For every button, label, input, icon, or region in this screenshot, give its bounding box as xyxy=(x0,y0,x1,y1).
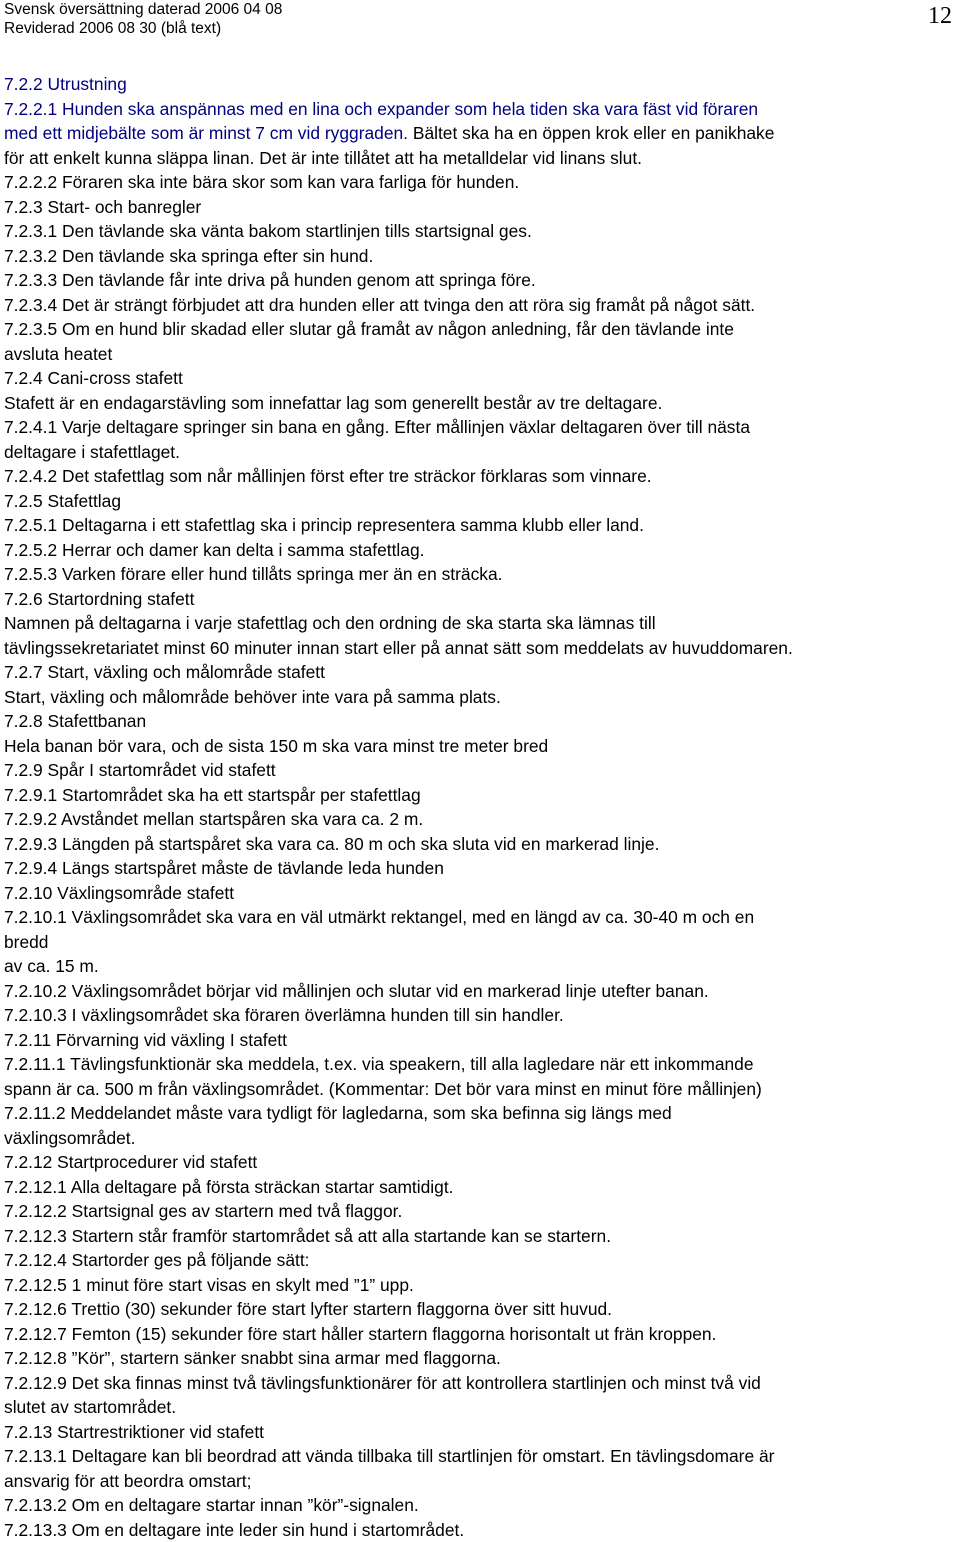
text-line xyxy=(4,734,959,759)
text-segment: 7.2.12.6 Trettio (30) sekunder före start lyfter startern flaggorna över sitt huvud. xyxy=(4,1299,612,1319)
text-line xyxy=(4,366,959,391)
text-segment: 7.2.7 Start, växling och målområde stafett xyxy=(4,662,325,682)
text-line xyxy=(4,881,959,906)
text-segment: 7.2.10.3 I växlingsområdet ska föraren överlämna hunden till sin handler. xyxy=(4,1005,564,1025)
text-line xyxy=(4,97,959,122)
text-line xyxy=(4,1248,959,1273)
text-segment: ansvarig för att beordra omstart; xyxy=(4,1471,251,1491)
text-segment: 7.2.11.1 Tävlingsfunktionär ska meddela, t.ex. via speakern, till alla lagledare när ett inkommande xyxy=(4,1054,754,1074)
text-line xyxy=(4,979,959,1004)
text-line xyxy=(4,219,959,244)
text-segment: 7.2.12 Startprocedurer vid stafett xyxy=(4,1152,257,1172)
text-line xyxy=(4,342,959,367)
text-segment: 7.2.13.1 Deltagare kan bli beordrad att vända tillbaka till startlinjen för omstart. En tävlingsdomare är xyxy=(4,1446,774,1466)
document-body xyxy=(4,72,959,1542)
text-line xyxy=(4,856,959,881)
text-segment: 7.2.12.5 1 minut före start visas en skylt med ”1” upp. xyxy=(4,1275,414,1295)
text-segment: 7.2.3.4 Det är strängt förbjudet att dra hunden eller att tvinga den att röra sig framåt på något sätt. xyxy=(4,295,755,315)
text-line xyxy=(4,1003,959,1028)
text-segment: växlingsområdet. xyxy=(4,1128,135,1148)
text-line xyxy=(4,660,959,685)
text-line xyxy=(4,905,959,930)
text-segment: tävlingssekretariatet minst 60 minuter innan start eller på annat sätt som meddelats av huvuddomaren. xyxy=(4,638,793,658)
text-line xyxy=(4,611,959,636)
text-segment: 7.2.10 Växlingsområde stafett xyxy=(4,883,234,903)
text-segment: Namnen på deltagarna i varje stafettlag och den ordning de ska starta ska lämnas till xyxy=(4,613,656,633)
text-segment: 7.2.5.2 Herrar och damer kan delta i samma stafettlag. xyxy=(4,540,424,560)
text-line xyxy=(4,268,959,293)
text-segment: 7.2.11 Förvarning vid växling I stafett xyxy=(4,1030,287,1050)
text-segment: 7.2.10.2 Växlingsområdet börjar vid mållinjen och slutar vid en markerad linje utefter banan. xyxy=(4,981,709,1001)
text-line xyxy=(4,1493,959,1518)
text-segment: 7.2.4.1 Varje deltagare springer sin bana en gång. Efter mållinjen växlar deltagaren över till nästa xyxy=(4,417,750,437)
text-line xyxy=(4,954,959,979)
text-line xyxy=(4,807,959,832)
text-line xyxy=(4,1346,959,1371)
text-line xyxy=(4,758,959,783)
text-line xyxy=(4,72,959,97)
text-line xyxy=(4,1052,959,1077)
text-line xyxy=(4,1126,959,1151)
text-line xyxy=(4,930,959,955)
text-line xyxy=(4,415,959,440)
text-segment: 7.2.4.2 Det stafettlag som når mållinjen först efter tre sträckor förklaras som vinnare. xyxy=(4,466,652,486)
text-segment: 7.2.3 Start- och banregler xyxy=(4,197,201,217)
text-line xyxy=(4,1469,959,1494)
text-line xyxy=(4,146,959,171)
text-segment: Bältet ska ha en öppen krok eller en panikhake xyxy=(413,123,775,143)
text-line xyxy=(4,489,959,514)
text-segment: 7.2.5.3 Varken förare eller hund tillåts springa mer än en sträcka. xyxy=(4,564,502,584)
text-line xyxy=(4,587,959,612)
text-line xyxy=(4,1444,959,1469)
text-segment: 7.2.3.2 Den tävlande ska springa efter sin hund. xyxy=(4,246,373,266)
text-segment: 7.2.13 Startrestriktioner vid stafett xyxy=(4,1422,264,1442)
text-segment: 7.2.5 Stafettlag xyxy=(4,491,121,511)
text-line xyxy=(4,391,959,416)
text-segment: 7.2.11.2 Meddelandet måste vara tydligt för lagledarna, som ska befinna sig längs med xyxy=(4,1103,672,1123)
text-segment: 7.2.12.2 Startsignal ges av startern med två flaggor. xyxy=(4,1201,402,1221)
text-segment: 7.2.10.1 Växlingsområdet ska vara en väl utmärkt rektangel, med en längd av ca. 30-40 m och en xyxy=(4,907,754,927)
text-line xyxy=(4,1077,959,1102)
text-segment: 7.2.2.2 Föraren ska inte bära skor som kan vara farliga för hunden. xyxy=(4,172,519,192)
text-line xyxy=(4,195,959,220)
text-segment: avsluta heatet xyxy=(4,344,112,364)
text-segment: 7.2.3.5 Om en hund blir skadad eller slutar gå framåt av någon anledning, får den tävlande inte xyxy=(4,319,734,339)
revised-text-segment: 7.2.2.1 Hunden ska anspännas med en lina och expander som hela tiden ska vara fäst vid föraren xyxy=(4,99,758,119)
text-segment: 7.2.12.1 Alla deltagare på första sträckan startar samtidigt. xyxy=(4,1177,454,1197)
text-segment: 7.2.12.3 Startern står framför startområdet så att alla startande kan se startern. xyxy=(4,1226,611,1246)
text-line xyxy=(4,562,959,587)
text-line xyxy=(4,832,959,857)
text-segment: bredd xyxy=(4,932,48,952)
text-segment: Start, växling och målområde behöver inte vara på samma plats. xyxy=(4,687,501,707)
header-translation-date: Svensk översättning daterad 2006 04 08 xyxy=(4,0,282,19)
text-segment: 7.2.5.1 Deltagarna i ett stafettlag ska i princip representera samma klubb eller land. xyxy=(4,515,644,535)
page-number: 12 xyxy=(928,2,952,30)
text-line xyxy=(4,1175,959,1200)
text-line xyxy=(4,121,959,146)
header-revision-date: Reviderad 2006 08 30 (blå text) xyxy=(4,19,282,38)
text-line xyxy=(4,1371,959,1396)
text-line xyxy=(4,636,959,661)
text-segment: 7.2.12.8 ”Kör”, startern sänker snabbt sina armar med flaggorna. xyxy=(4,1348,501,1368)
text-line xyxy=(4,1297,959,1322)
page-header xyxy=(4,0,282,38)
text-line xyxy=(4,1420,959,1445)
revised-text-segment: med ett midjebälte som är minst 7 cm vid ryggraden. xyxy=(4,123,413,143)
text-line xyxy=(4,440,959,465)
text-line xyxy=(4,513,959,538)
text-segment: 7.2.9.1 Startområdet ska ha ett startspår per stafettlag xyxy=(4,785,421,805)
text-segment: 7.2.9 Spår I startområdet vid stafett xyxy=(4,760,276,780)
text-segment: 7.2.12.4 Startorder ges på följande sätt: xyxy=(4,1250,310,1270)
text-line xyxy=(4,1028,959,1053)
text-line xyxy=(4,1101,959,1126)
text-line xyxy=(4,1273,959,1298)
text-line xyxy=(4,1518,959,1542)
text-line xyxy=(4,464,959,489)
text-segment: Stafett är en endagarstävling som innefattar lag som generellt består av tre deltagare. xyxy=(4,393,662,413)
text-line xyxy=(4,1322,959,1347)
text-segment: Hela banan bör vara, och de sista 150 m ska vara minst tre meter bred xyxy=(4,736,548,756)
text-line xyxy=(4,709,959,734)
text-segment: 7.2.13.2 Om en deltagare startar innan ”kör”-signalen. xyxy=(4,1495,419,1515)
revised-text-segment: 7.2.2 Utrustning xyxy=(4,74,127,94)
text-segment: 7.2.9.2 Avståndet mellan startspåren ska vara ca. 2 m. xyxy=(4,809,423,829)
text-line xyxy=(4,538,959,563)
text-segment: 7.2.4 Cani-cross stafett xyxy=(4,368,183,388)
text-line xyxy=(4,244,959,269)
text-segment: 7.2.9.3 Längden på startspåret ska vara ca. 80 m och ska sluta vid en markerad linje. xyxy=(4,834,659,854)
text-segment: deltagare i stafettlaget. xyxy=(4,442,180,462)
text-segment: 7.2.6 Startordning stafett xyxy=(4,589,194,609)
text-line xyxy=(4,1224,959,1249)
text-line xyxy=(4,317,959,342)
text-line xyxy=(4,170,959,195)
text-line xyxy=(4,1150,959,1175)
text-segment: slutet av startområdet. xyxy=(4,1397,176,1417)
text-line xyxy=(4,293,959,318)
text-line xyxy=(4,1199,959,1224)
text-segment: 7.2.3.3 Den tävlande får inte driva på hunden genom att springa före. xyxy=(4,270,536,290)
text-segment: för att enkelt kunna släppa linan. Det är inte tillåtet att ha metalldelar vid linans slut. xyxy=(4,148,642,168)
text-segment: 7.2.12.9 Det ska finnas minst två tävlingsfunktionärer för att kontrollera startlinjen och minst två vid xyxy=(4,1373,761,1393)
text-line xyxy=(4,685,959,710)
text-segment: av ca. 15 m. xyxy=(4,956,99,976)
text-segment: 7.2.3.1 Den tävlande ska vänta bakom startlinjen tills startsignal ges. xyxy=(4,221,532,241)
text-segment: 7.2.8 Stafettbanan xyxy=(4,711,146,731)
text-segment: 7.2.9.4 Längs startspåret måste de tävlande leda hunden xyxy=(4,858,444,878)
text-segment: 7.2.13.3 Om en deltagare inte leder sin hund i startområdet. xyxy=(4,1520,464,1540)
text-line xyxy=(4,1395,959,1420)
text-line xyxy=(4,783,959,808)
text-segment: spann är ca. 500 m från växlingsområdet. (Kommentar: Det bör vara minst en minut före mållinjen) xyxy=(4,1079,762,1099)
text-segment: 7.2.12.7 Femton (15) sekunder före start håller startern flaggorna horisontalt ut frän kroppen. xyxy=(4,1324,716,1344)
